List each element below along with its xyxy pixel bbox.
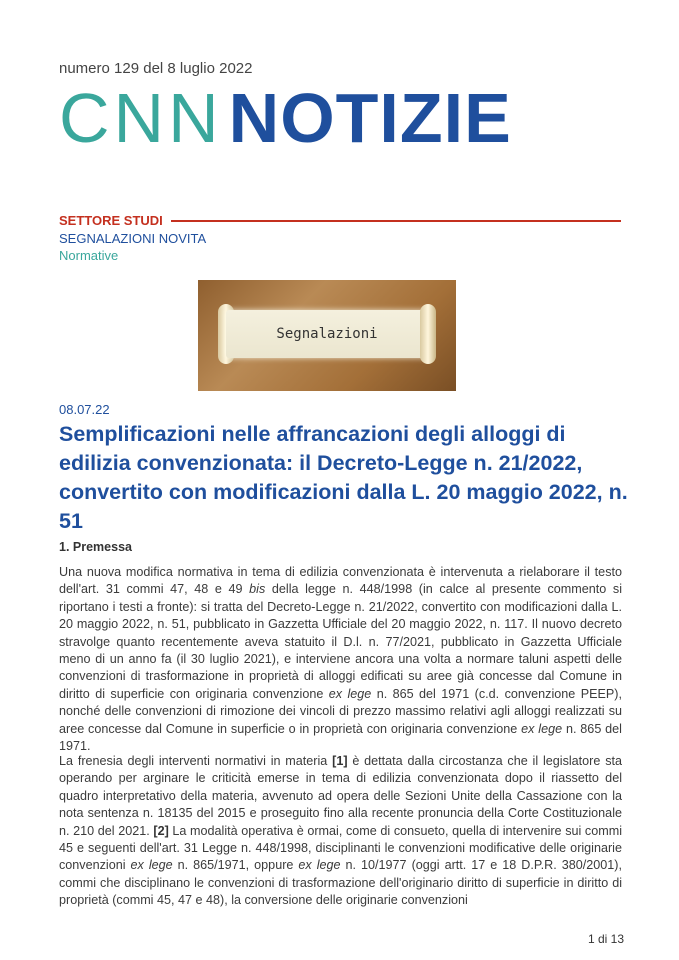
cnn-notizie-logo: [59, 79, 512, 157]
subcategory-label: Normative: [59, 248, 119, 263]
torn-paper: [226, 310, 428, 358]
segnalazioni-banner-image: [198, 280, 456, 391]
issue-number: numero 129 del 8 luglio 2022: [59, 60, 253, 77]
logo-cnn-text: CNN: [59, 79, 223, 157]
section-heading: 1. Premessa: [59, 540, 132, 554]
footnote-link-1[interactable]: [1]: [332, 754, 348, 768]
page-number: 1 di 13: [587, 932, 624, 946]
article-date: 08.07.22: [59, 402, 110, 417]
footnote-link-2[interactable]: [2]: [153, 823, 169, 838]
category-label: SEGNALAZIONI NOVITA: [59, 231, 207, 246]
sector-divider: [171, 220, 621, 222]
sector-label: SETTORE STUDI: [59, 213, 163, 228]
paragraph-premessa-1: Una nuova modifica normativa in tema di edilizia convenzionata è intervenuta a rielaborare il testo dell'art. 31 commi 47, 48 e 49 bis della legge n. 448/1998 (in calce al presente commento si riportano i testi a fronte): si tratta del Decreto-Legge n. 21/2022, convertito con modificazioni dalla L. 20 maggio 2022, n. 51, pubblicato in Gazzetta Ufficiale del 20 maggio 2022, n. 117. Il nuovo decreto stravolge quanto recentemente aveva statuito il D.l. n. 77/2021, pubblicato in Gazzetta Ufficiale meno di un anno fa (il 30 luglio 2021), e interviene ancora una volta a normare taluni aspetti delle convenzioni di trasformazione in proprietà di alloggi edificati su aree già concesse dal Comune in diritto di superficie con originaria convenzione ex lege n. 865 del 1971 (c.d. convenzione PEEP), nonché delle convenzioni di rimozione dei vincoli di prezzo massimo relativi agli alloggi realizzati su aree concesse dal Comune in superficie o in proprietà con originaria convenzione ex lege n. 865 del 1971.: [59, 565, 622, 754]
sector-header: [59, 213, 621, 228]
logo-notizie-text: NOTIZIE: [228, 79, 512, 157]
paragraph-premessa-2: La frenesia degli interventi normativi in materia [1] è dettata dalla circostanza che il legislatore sta operando per arginare le criticità emerse in tema di edilizia convenzionata dopo il riassetto del quadro interpretativo della materia, avvenuto ad opera delle Sezioni Unite della Cassazione con la nota sentenza n. 18135 del 2015 e proseguito fino alla recente pronuncia della Corte Costituzionale n. 210 del 2021. [2] La modalità operativa è ormai, come di consueto, quella di intervenire sui commi 45 e seguenti dell'art. 31 Legge n. 448/1998, disciplinanti le convenzioni modificative delle originarie convenzioni ex lege n. 865/1971, oppure ex lege n. 10/1977 (oggi artt. 17 e 18 D.P.R. 380/2001), commi che disciplinano le convenzioni di trasformazione dell'originario diritto di superficie in diritto di proprietà (commi 45, 47 e 48), la conversione delle originarie convenzioni: [59, 754, 623, 908]
article-title: Semplificazioni nelle affrancazioni degli alloggi di edilizia convenzionata: il Decreto-Legge n. 21/2022, convertito con modificazioni dalla L. 20 maggio 2022, n. 51: [59, 422, 628, 533]
paper-curl-right: [420, 304, 436, 364]
banner-label: Segnalazioni: [276, 326, 378, 342]
